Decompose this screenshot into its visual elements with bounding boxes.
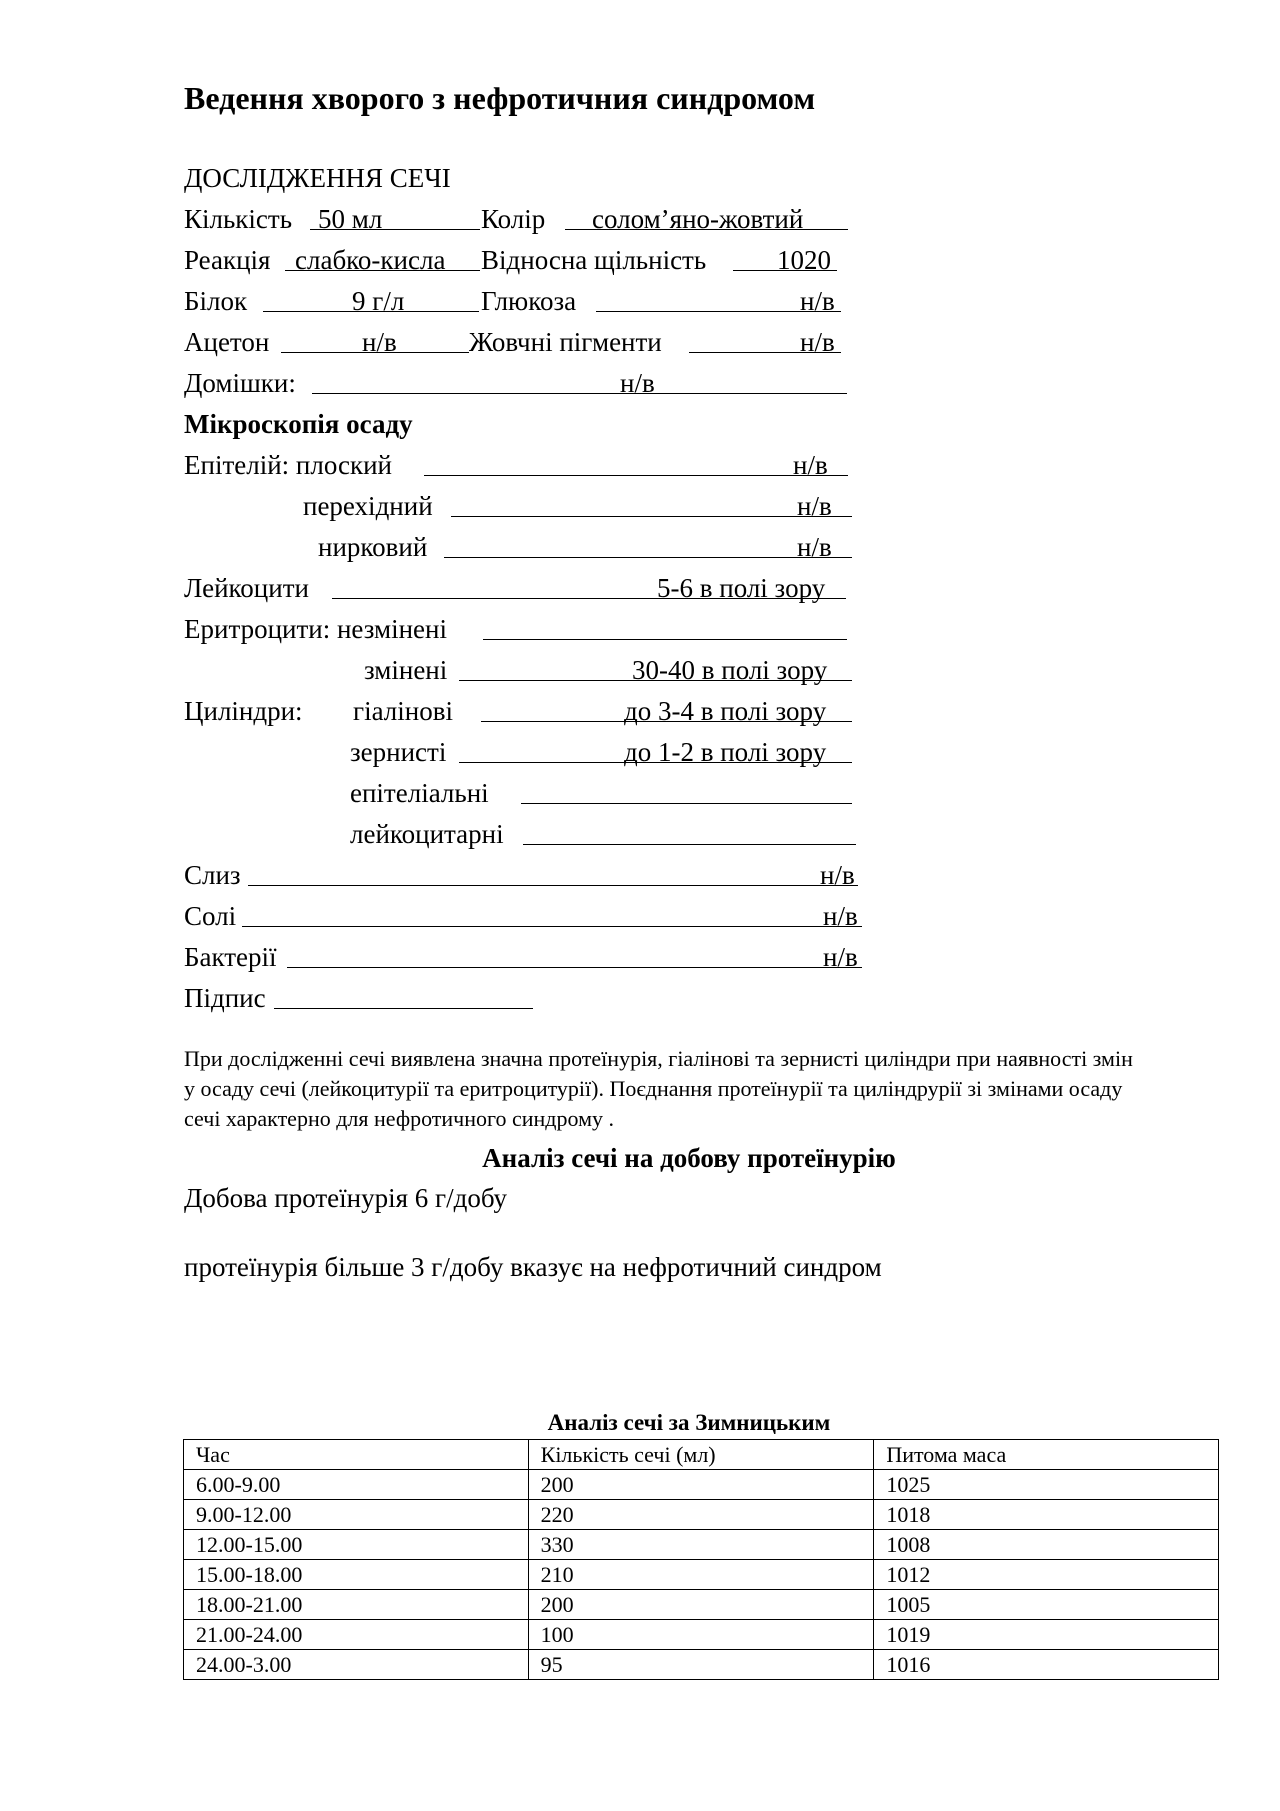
granular-label: зернисті bbox=[350, 737, 447, 767]
epithelial-cylinders-rule bbox=[521, 803, 852, 804]
leukocyte-cylinders-label: лейкоцитарні bbox=[350, 819, 504, 849]
zimnitsky-title: Аналіз сечі за Зимницьким bbox=[547, 1410, 831, 1435]
leukocytes-value: 5-6 в полі зору bbox=[657, 573, 826, 603]
bacteria-value: н/в bbox=[823, 942, 858, 972]
bile-label: Жовчні пігменти bbox=[469, 327, 662, 357]
table-row bbox=[184, 1650, 1219, 1680]
glucose-value: н/в bbox=[800, 286, 835, 316]
table-row bbox=[184, 1500, 1219, 1530]
conclusion-paragraph: При дослідженні сечі виявлена значна протеїнурія, гіалінові та зернисті циліндри при наявності змін у осаду сечі (лейкоцитурії та еритроцитурії). Поєднання протеїнурії та циліндрурії зі змінами осаду сечі характерно для нефротичного синдрому . bbox=[184, 1046, 1133, 1131]
admix-value: н/в bbox=[620, 368, 655, 398]
density-value: 1020 bbox=[777, 245, 831, 275]
cell-time: 6.00-9.00 bbox=[184, 1470, 529, 1500]
table-row bbox=[184, 1620, 1219, 1650]
signature-rule bbox=[274, 1008, 533, 1009]
admix-label: Домішки: bbox=[184, 368, 296, 398]
cell-time: 15.00-18.00 bbox=[184, 1560, 529, 1590]
protein-label: Білок bbox=[184, 286, 248, 316]
density-label: Відносна щільність bbox=[481, 245, 707, 275]
bacteria-label: Бактерії bbox=[184, 942, 277, 972]
acetone-value: н/в bbox=[362, 327, 397, 357]
erythrocytes-unchanged-rule bbox=[483, 639, 847, 640]
zimnitsky-table bbox=[183, 1439, 1219, 1680]
table-row bbox=[184, 1530, 1219, 1560]
epithelium-flat-rule bbox=[424, 475, 848, 476]
quantity-value: 50 мл bbox=[318, 204, 383, 234]
header-time: Час bbox=[184, 1440, 529, 1470]
salts-label: Солі bbox=[184, 901, 237, 931]
daily-proteinuria-note: протеїнурія більше 3 г/добу вказує на нефротичний синдром bbox=[184, 1252, 882, 1282]
transitional-label: перехідний bbox=[303, 491, 433, 521]
cell-volume: 200 bbox=[528, 1590, 874, 1620]
cell-time: 9.00-12.00 bbox=[184, 1500, 529, 1530]
acetone-label: Ацетон bbox=[184, 327, 270, 357]
cell-volume: 330 bbox=[528, 1530, 874, 1560]
granular-value: до 1-2 в полі зору bbox=[624, 737, 827, 767]
renal-rule bbox=[444, 557, 852, 558]
reaction-label: Реакція bbox=[184, 245, 271, 275]
color-value: солом’яно-жовтий bbox=[592, 204, 804, 234]
cell-density: 1019 bbox=[874, 1620, 1219, 1650]
table-row bbox=[184, 1590, 1219, 1620]
cell-density: 1008 bbox=[874, 1530, 1219, 1560]
cell-time: 18.00-21.00 bbox=[184, 1590, 529, 1620]
epithelium-flat-value: н/в bbox=[793, 450, 828, 480]
salts-rule bbox=[242, 926, 862, 927]
table-row bbox=[184, 1470, 1219, 1500]
reaction-value: слабко-кисла bbox=[295, 245, 446, 275]
protein-value: 9 г/л bbox=[352, 286, 405, 316]
cell-volume: 100 bbox=[528, 1620, 874, 1650]
table-row bbox=[184, 1560, 1219, 1590]
header-volume: Кількість сечі (мл) bbox=[528, 1440, 874, 1470]
salts-value: н/в bbox=[823, 901, 858, 931]
transitional-rule bbox=[451, 516, 852, 517]
signature-label: Підпис bbox=[184, 983, 266, 1013]
leukocytes-label: Лейкоцити bbox=[184, 573, 309, 603]
quantity-label: Кількість bbox=[184, 204, 293, 234]
cell-time: 21.00-24.00 bbox=[184, 1620, 529, 1650]
cell-time: 12.00-15.00 bbox=[184, 1530, 529, 1560]
cell-density: 1025 bbox=[874, 1470, 1219, 1500]
mucus-value: н/в bbox=[820, 860, 855, 890]
epithelium-flat-label: Епітелій: плоский bbox=[184, 450, 392, 480]
cell-density: 1016 bbox=[874, 1650, 1219, 1680]
header-density: Питома маса bbox=[874, 1440, 1219, 1470]
cell-volume: 220 bbox=[528, 1500, 874, 1530]
cell-density: 1018 bbox=[874, 1500, 1219, 1530]
hyaline-value: до 3-4 в полі зору bbox=[624, 696, 827, 726]
renal-label: нирковий bbox=[318, 532, 428, 562]
hyaline-label: гіалінові bbox=[353, 696, 453, 726]
table-header-row bbox=[184, 1440, 1219, 1470]
daily-proteinuria-heading: Аналіз сечі на добову протеїнурію bbox=[482, 1143, 896, 1173]
cell-volume: 200 bbox=[528, 1470, 874, 1500]
epithelial-cylinders-label: епітеліальні bbox=[350, 778, 489, 808]
bile-value: н/в bbox=[800, 327, 835, 357]
bacteria-rule bbox=[287, 967, 862, 968]
erythrocytes-changed-label: змінені bbox=[364, 655, 448, 685]
daily-proteinuria-value: Добова протеїнурія 6 г/добу bbox=[184, 1183, 508, 1213]
cell-density: 1012 bbox=[874, 1560, 1219, 1590]
renal-value: н/в bbox=[797, 532, 832, 562]
mucus-rule bbox=[248, 885, 858, 886]
mucus-label: Слиз bbox=[184, 860, 241, 890]
transitional-value: н/в bbox=[797, 491, 832, 521]
erythrocytes-changed-value: 30-40 в полі зору bbox=[632, 655, 828, 685]
leukocyte-cylinders-rule bbox=[523, 844, 856, 845]
admix-rule bbox=[312, 393, 847, 394]
cell-volume: 210 bbox=[528, 1560, 874, 1590]
color-label: Колір bbox=[481, 204, 546, 234]
urine-heading: ДОСЛІДЖЕННЯ СЕЧІ bbox=[184, 163, 451, 193]
glucose-label: Глюкоза bbox=[481, 286, 577, 316]
microscopy-heading: Мікроскопія осаду bbox=[184, 409, 413, 439]
cell-time: 24.00-3.00 bbox=[184, 1650, 529, 1680]
cell-density: 1005 bbox=[874, 1590, 1219, 1620]
erythrocytes-unchanged-label: Еритроцити: незмінені bbox=[184, 614, 447, 644]
page-title: Ведення хворого з нефротичния синдромом bbox=[184, 80, 816, 116]
cell-volume: 95 bbox=[528, 1650, 874, 1680]
cylinders-label: Циліндри: bbox=[184, 696, 303, 726]
